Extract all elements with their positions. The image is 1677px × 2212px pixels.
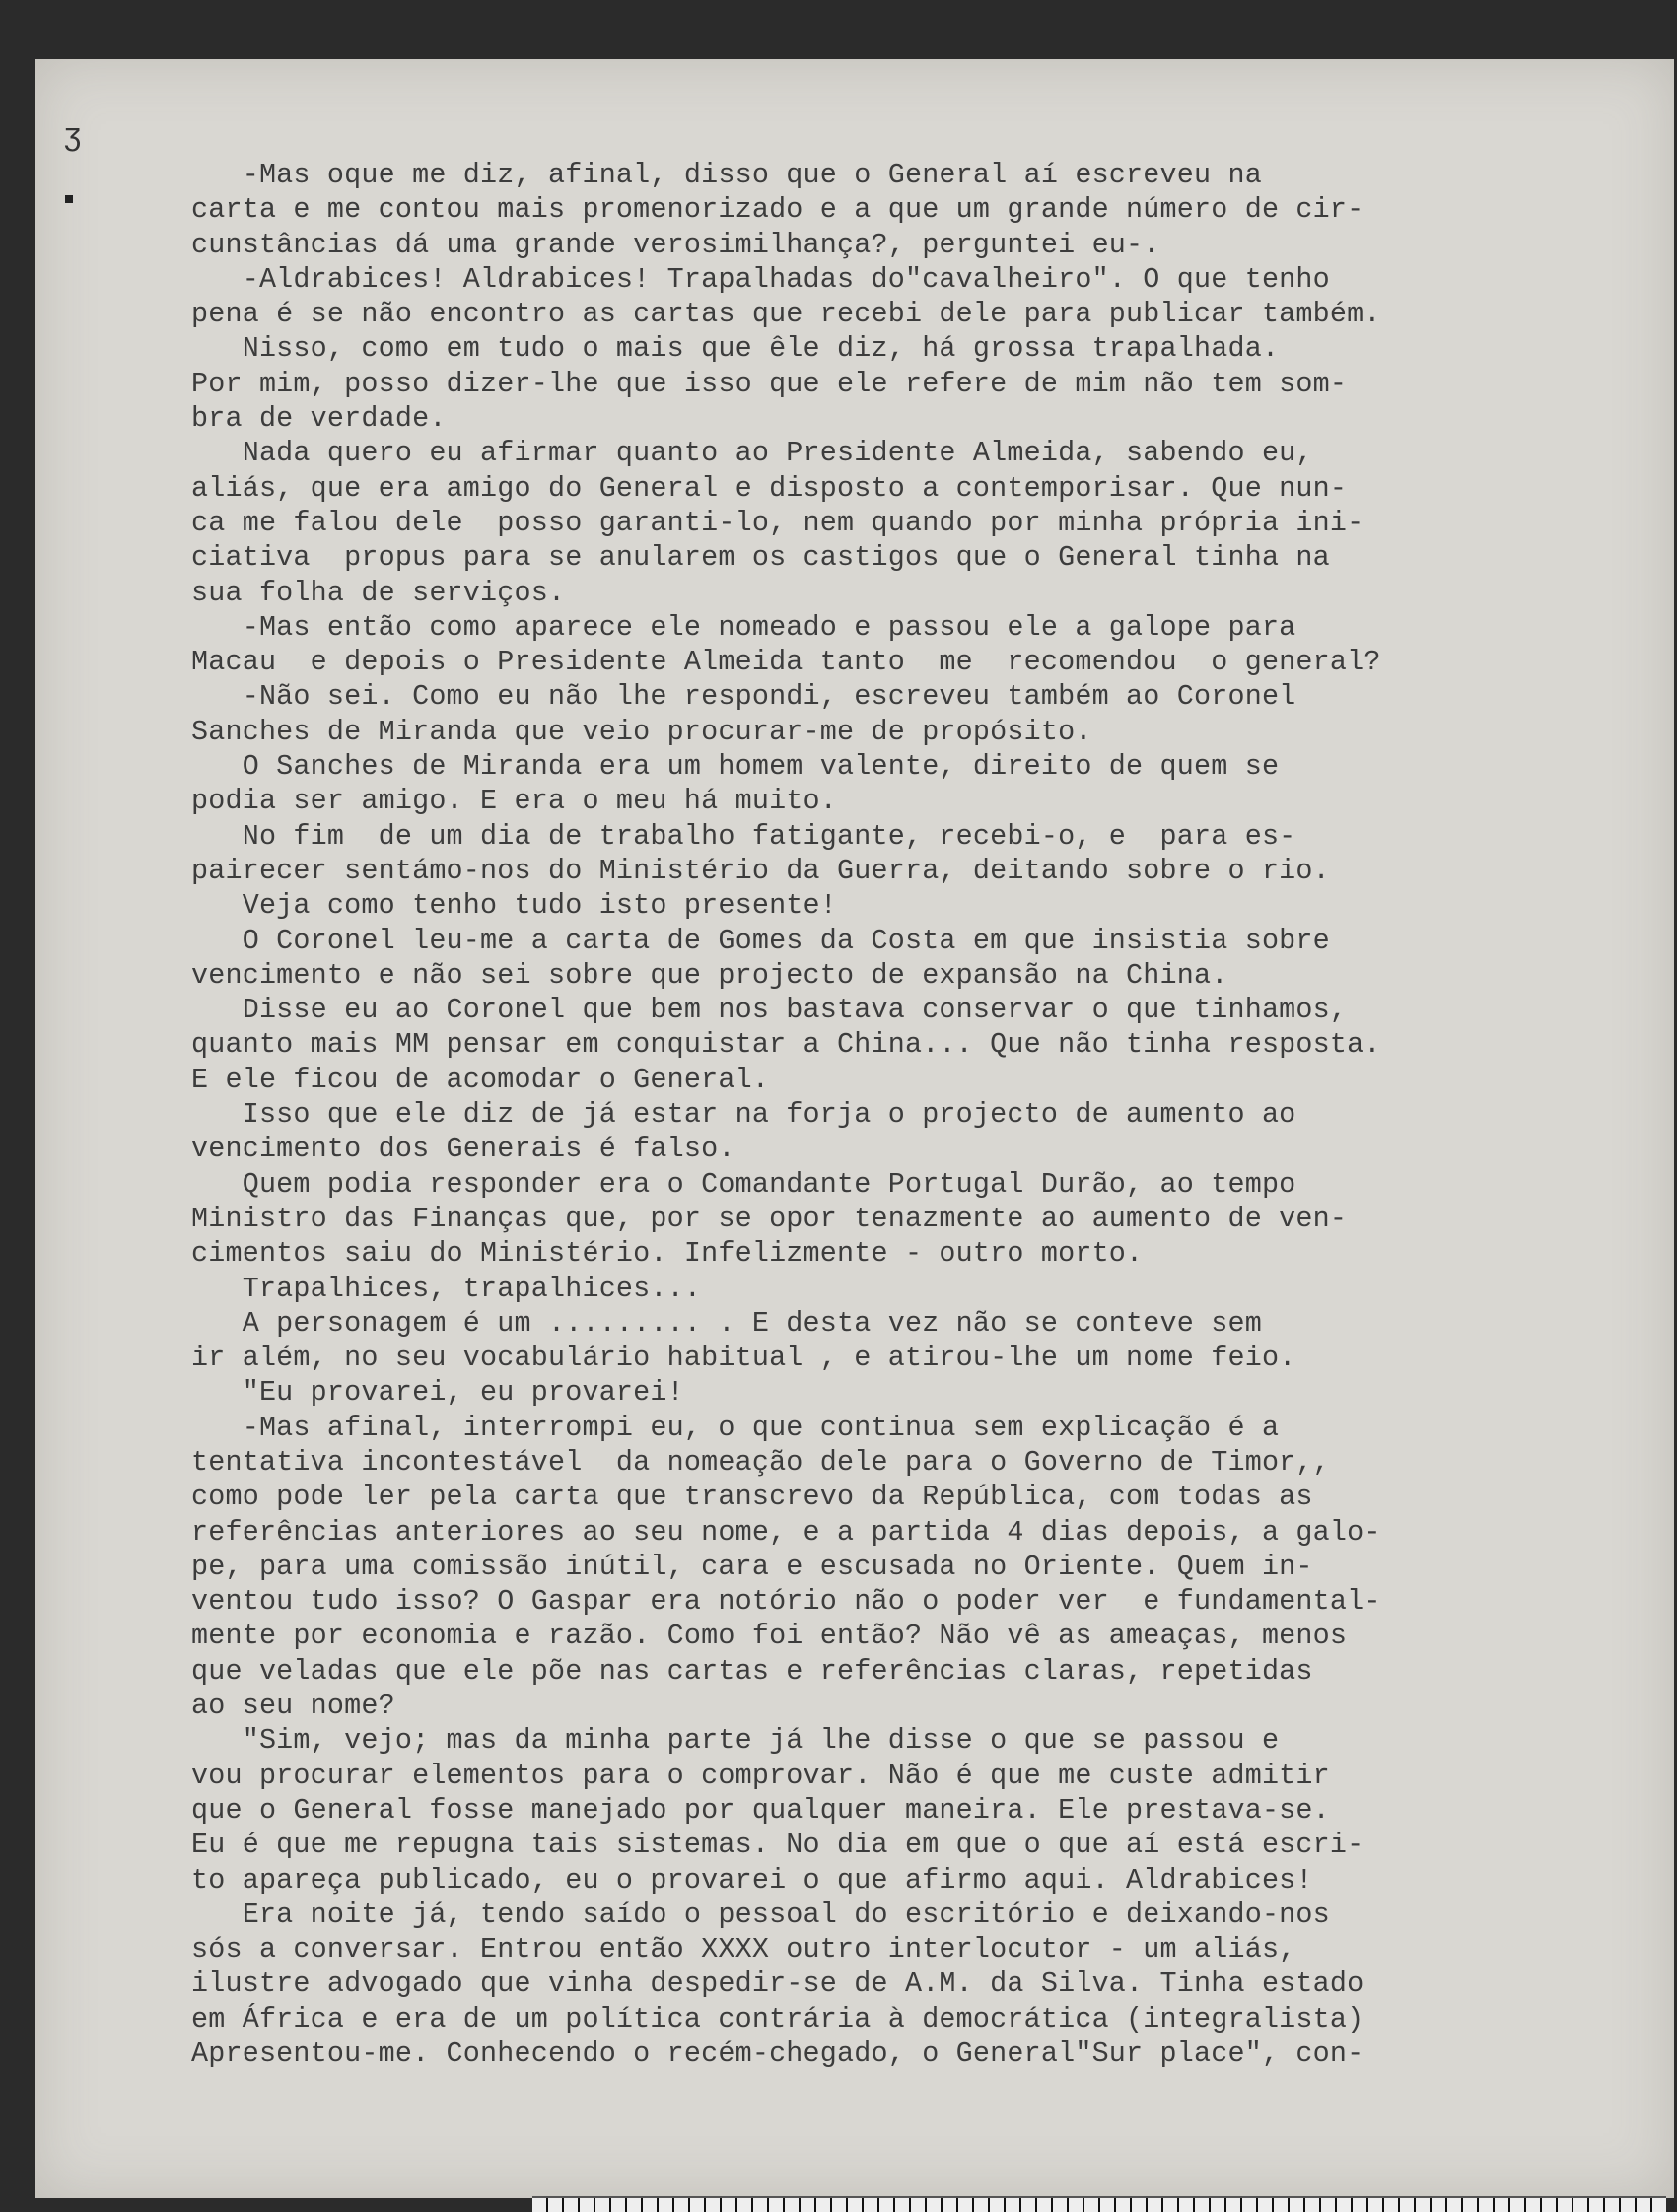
text-line: Trapalhices, trapalhices... — [191, 1272, 702, 1305]
text-line: A personagem é um ......... . E desta vez não se conteve sem — [191, 1306, 1262, 1340]
text-line: to apareça publicado, eu o provarei o que afirmo aqui. Aldrabices! — [191, 1863, 1313, 1897]
text-line: sua folha de serviços. — [191, 576, 566, 609]
text-line: ventou tudo isso? O Gaspar era notório não o poder ver e fundamental- — [191, 1585, 1381, 1619]
text-line: tentativa incontestável da nomeação dele para o Governo de Timor,, — [191, 1445, 1330, 1479]
text-line: vencimento dos Generais é falso. — [191, 1133, 735, 1166]
text-line: "Eu provarei, eu provarei! — [191, 1376, 684, 1410]
typed-text-body — [191, 158, 1631, 2071]
text-line: Nisso, como em tudo o mais que êle diz, há grossa trapalhada. — [191, 332, 1280, 366]
text-line: Macau e depois o Presidente Almeida tanto me recomendou o general? — [191, 646, 1381, 679]
text-line: ilustre advogado que vinha despedir-se de A.M. da Silva. Tinha estado — [191, 1968, 1364, 2001]
text-line: No fim de um dia de trabalho fatigante, recebi-o, e para es- — [191, 819, 1296, 853]
text-line: Quem podia responder era o Comandante Portugal Durão, ao tempo — [191, 1167, 1296, 1201]
margin-dot — [65, 195, 73, 203]
text-line: ca me falou dele posso garanti-lo, nem quando por minha própria ini- — [191, 506, 1364, 539]
text-line: em África e era de um política contrária à democrática (integralista) — [191, 2002, 1364, 2036]
text-line: -Aldrabices! Aldrabices! Trapalhadas do"cavalheiro". O que tenho — [191, 262, 1330, 296]
text-line: vou procurar elementos para o comprovar. Não é que me custe admitir — [191, 1759, 1330, 1792]
text-line: bra de verdade. — [191, 402, 447, 436]
text-line: Nada quero eu afirmar quanto ao Presidente Almeida, sabendo eu, — [191, 437, 1313, 470]
text-line: carta e me contou mais promenorizado e a que um grande número de cir- — [191, 193, 1364, 227]
text-line: Eu é que me repugna tais sistemas. No dia em que o que aí está escri- — [191, 1829, 1364, 1862]
scale-ruler — [532, 2196, 1666, 2212]
text-line: cimentos saiu do Ministério. Infelizmente - outro morto. — [191, 1237, 1144, 1271]
text-line: Isso que ele diz de já estar na forja o projecto de aumento ao — [191, 1098, 1296, 1132]
text-line: "Sim, vejo; mas da minha parte já lhe disse o que se passou e — [191, 1724, 1280, 1758]
text-line: que o General fosse manejado por qualquer maneira. Ele prestava-se. — [191, 1793, 1330, 1827]
text-line: Ministro das Finanças que, por se opor tenazmente ao aumento de ven- — [191, 1202, 1348, 1235]
text-line: como pode ler pela carta que transcrevo da República, com todas as — [191, 1481, 1313, 1514]
text-line: ir além, no seu vocabulário habitual , e atirou-lhe um nome feio. — [191, 1342, 1296, 1375]
text-line: que veladas que ele põe nas cartas e referências claras, repetidas — [191, 1654, 1313, 1688]
text-line: -Não sei. Como eu não lhe respondi, escreveu também ao Coronel — [191, 680, 1296, 714]
text-line: O Coronel leu-me a carta de Gomes da Costa em que insistia sobre — [191, 924, 1330, 957]
text-line: Disse eu ao Coronel que bem nos bastava conservar o que tinhamos, — [191, 994, 1348, 1027]
text-line: vencimento e não sei sobre que projecto de expansão na China. — [191, 958, 1228, 992]
text-line: aliás, que era amigo do General e disposto a contemporisar. Que nun- — [191, 471, 1348, 505]
text-line: Veja como tenho tudo isto presente! — [191, 889, 838, 923]
text-line: pe, para uma comissão inútil, cara e escusada no Oriente. Quem in- — [191, 1550, 1313, 1583]
margin-handwritten-mark: ʒ — [63, 118, 83, 155]
text-line: O Sanches de Miranda era um homem valente, direito de quem se — [191, 750, 1280, 784]
text-line: quanto mais MM pensar em conquistar a China... Que não tinha resposta. — [191, 1028, 1381, 1062]
text-line: Era noite já, tendo saído o pessoal do escritório e deixando-nos — [191, 1898, 1330, 1931]
text-line: mente por economia e razão. Como foi então? Não vê as ameaças, menos — [191, 1620, 1348, 1653]
text-line: Sanches de Miranda que veio procurar-me de propósito. — [191, 715, 1092, 748]
text-line: sós a conversar. Entrou então XXXX outro interlocutor - um aliás, — [191, 1933, 1296, 1967]
text-line: pena é se não encontro as cartas que recebi dele para publicar também. — [191, 298, 1381, 331]
text-line: pairecer sentámo-nos do Ministério da Guerra, deitando sobre o rio. — [191, 854, 1330, 887]
text-line: ao seu nome? — [191, 1690, 395, 1723]
text-line: -Mas então como aparece ele nomeado e passou ele a galope para — [191, 610, 1296, 644]
text-line: cunstâncias dá uma grande verosimilhança?, perguntei eu-. — [191, 228, 1160, 261]
text-line: Por mim, posso dizer-lhe que isso que ele refere de mim não tem som- — [191, 367, 1348, 400]
text-line: ciativa propus para se anularem os castigos que o General tinha na — [191, 541, 1330, 575]
text-line: -Mas oque me diz, afinal, disso que o General aí escreveu na — [191, 159, 1262, 191]
text-line: -Mas afinal, interrompi eu, o que continua sem explicação é a — [191, 1411, 1280, 1444]
text-line: podia ser amigo. E era o meu há muito. — [191, 785, 838, 818]
text-line: E ele ficou de acomodar o General. — [191, 1063, 770, 1096]
text-line: Apresentou-me. Conhecendo o recém-chegado, o General"Sur place", con- — [191, 2038, 1364, 2071]
text-line: referências anteriores ao seu nome, e a partida 4 dias depois, a galo- — [191, 1515, 1381, 1549]
